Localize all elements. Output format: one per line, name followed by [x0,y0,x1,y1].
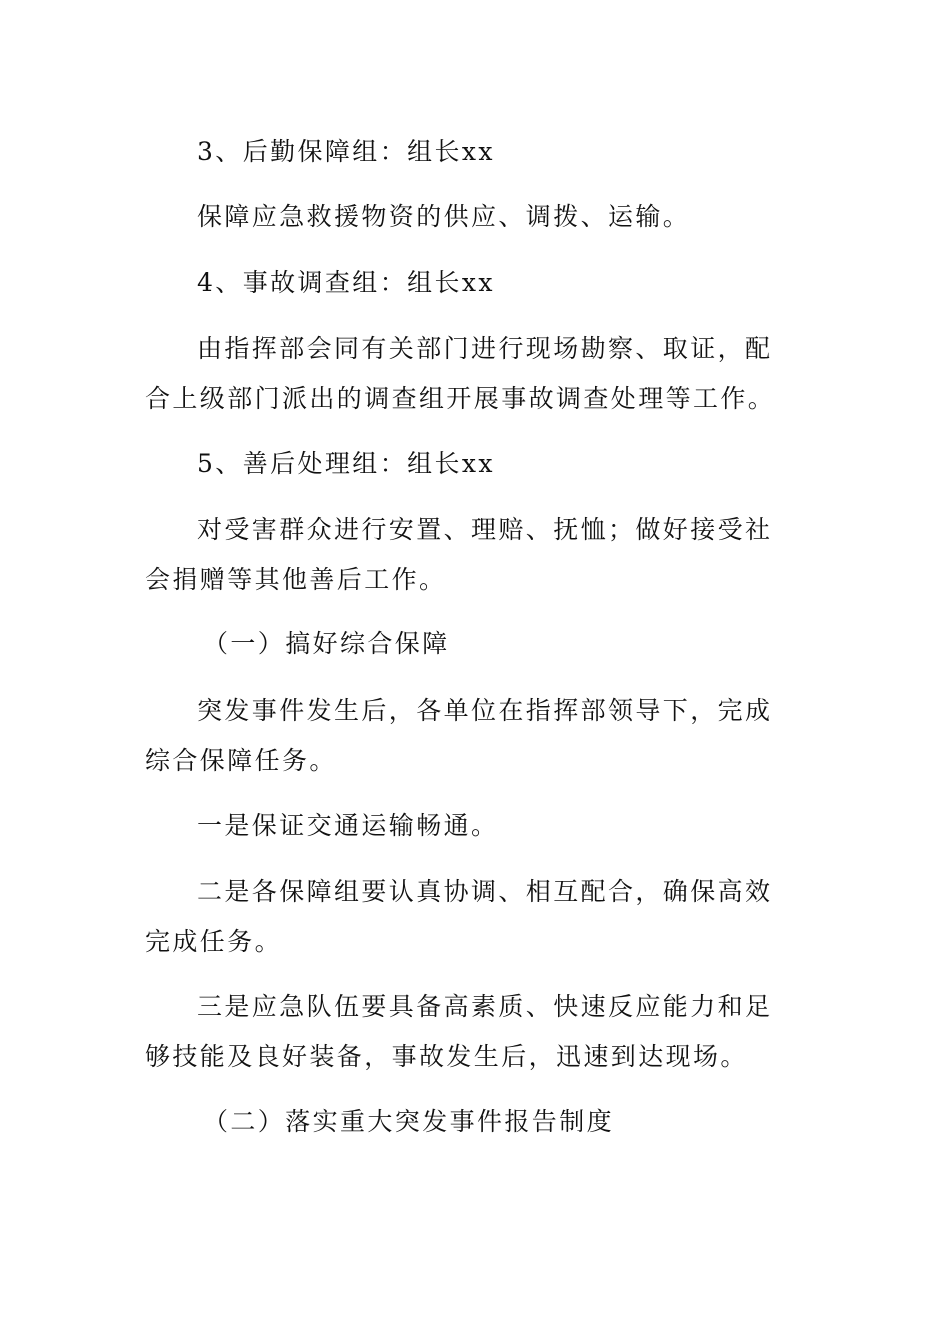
paragraph-logistics-duty: 保障应急救援物资的供应、调拨、运输。 [197,202,691,231]
paragraph-aftermath-duty: 对受害群众进行安置、理赔、抚恤；做好接受社会捐赠等其他善后工作。 [145,515,773,594]
paragraph-point-two: 二是各保障组要认真协调、相互配合，确保高效完成任务。 [145,877,773,956]
paragraph-logistics-group: 3、后勤保障组：组长xx [197,137,495,166]
paragraph-investigation-group: 4、事故调查组：组长xx [197,268,495,297]
section-heading-report: （二）落实重大突发事件报告制度 [203,1107,615,1136]
paragraph-point-three: 三是应急队伍要具备高素质、快速反应能力和足够技能及良好装备，事故发生后，迅速到达现场。 [145,992,773,1071]
paragraph-aftermath-group: 5、善后处理组：组长xx [197,449,495,478]
paragraph-support-task: 突发事件发生后，各单位在指挥部领导下，完成综合保障任务。 [145,696,773,775]
section-heading-support: （一）搞好综合保障 [203,629,450,658]
paragraph-point-one: 一是保证交通运输畅通。 [197,811,499,840]
paragraph-investigation-duty: 由指挥部会同有关部门进行现场勘察、取证，配合上级部门派出的调查组开展事故调查处理等工作。 [145,334,776,413]
